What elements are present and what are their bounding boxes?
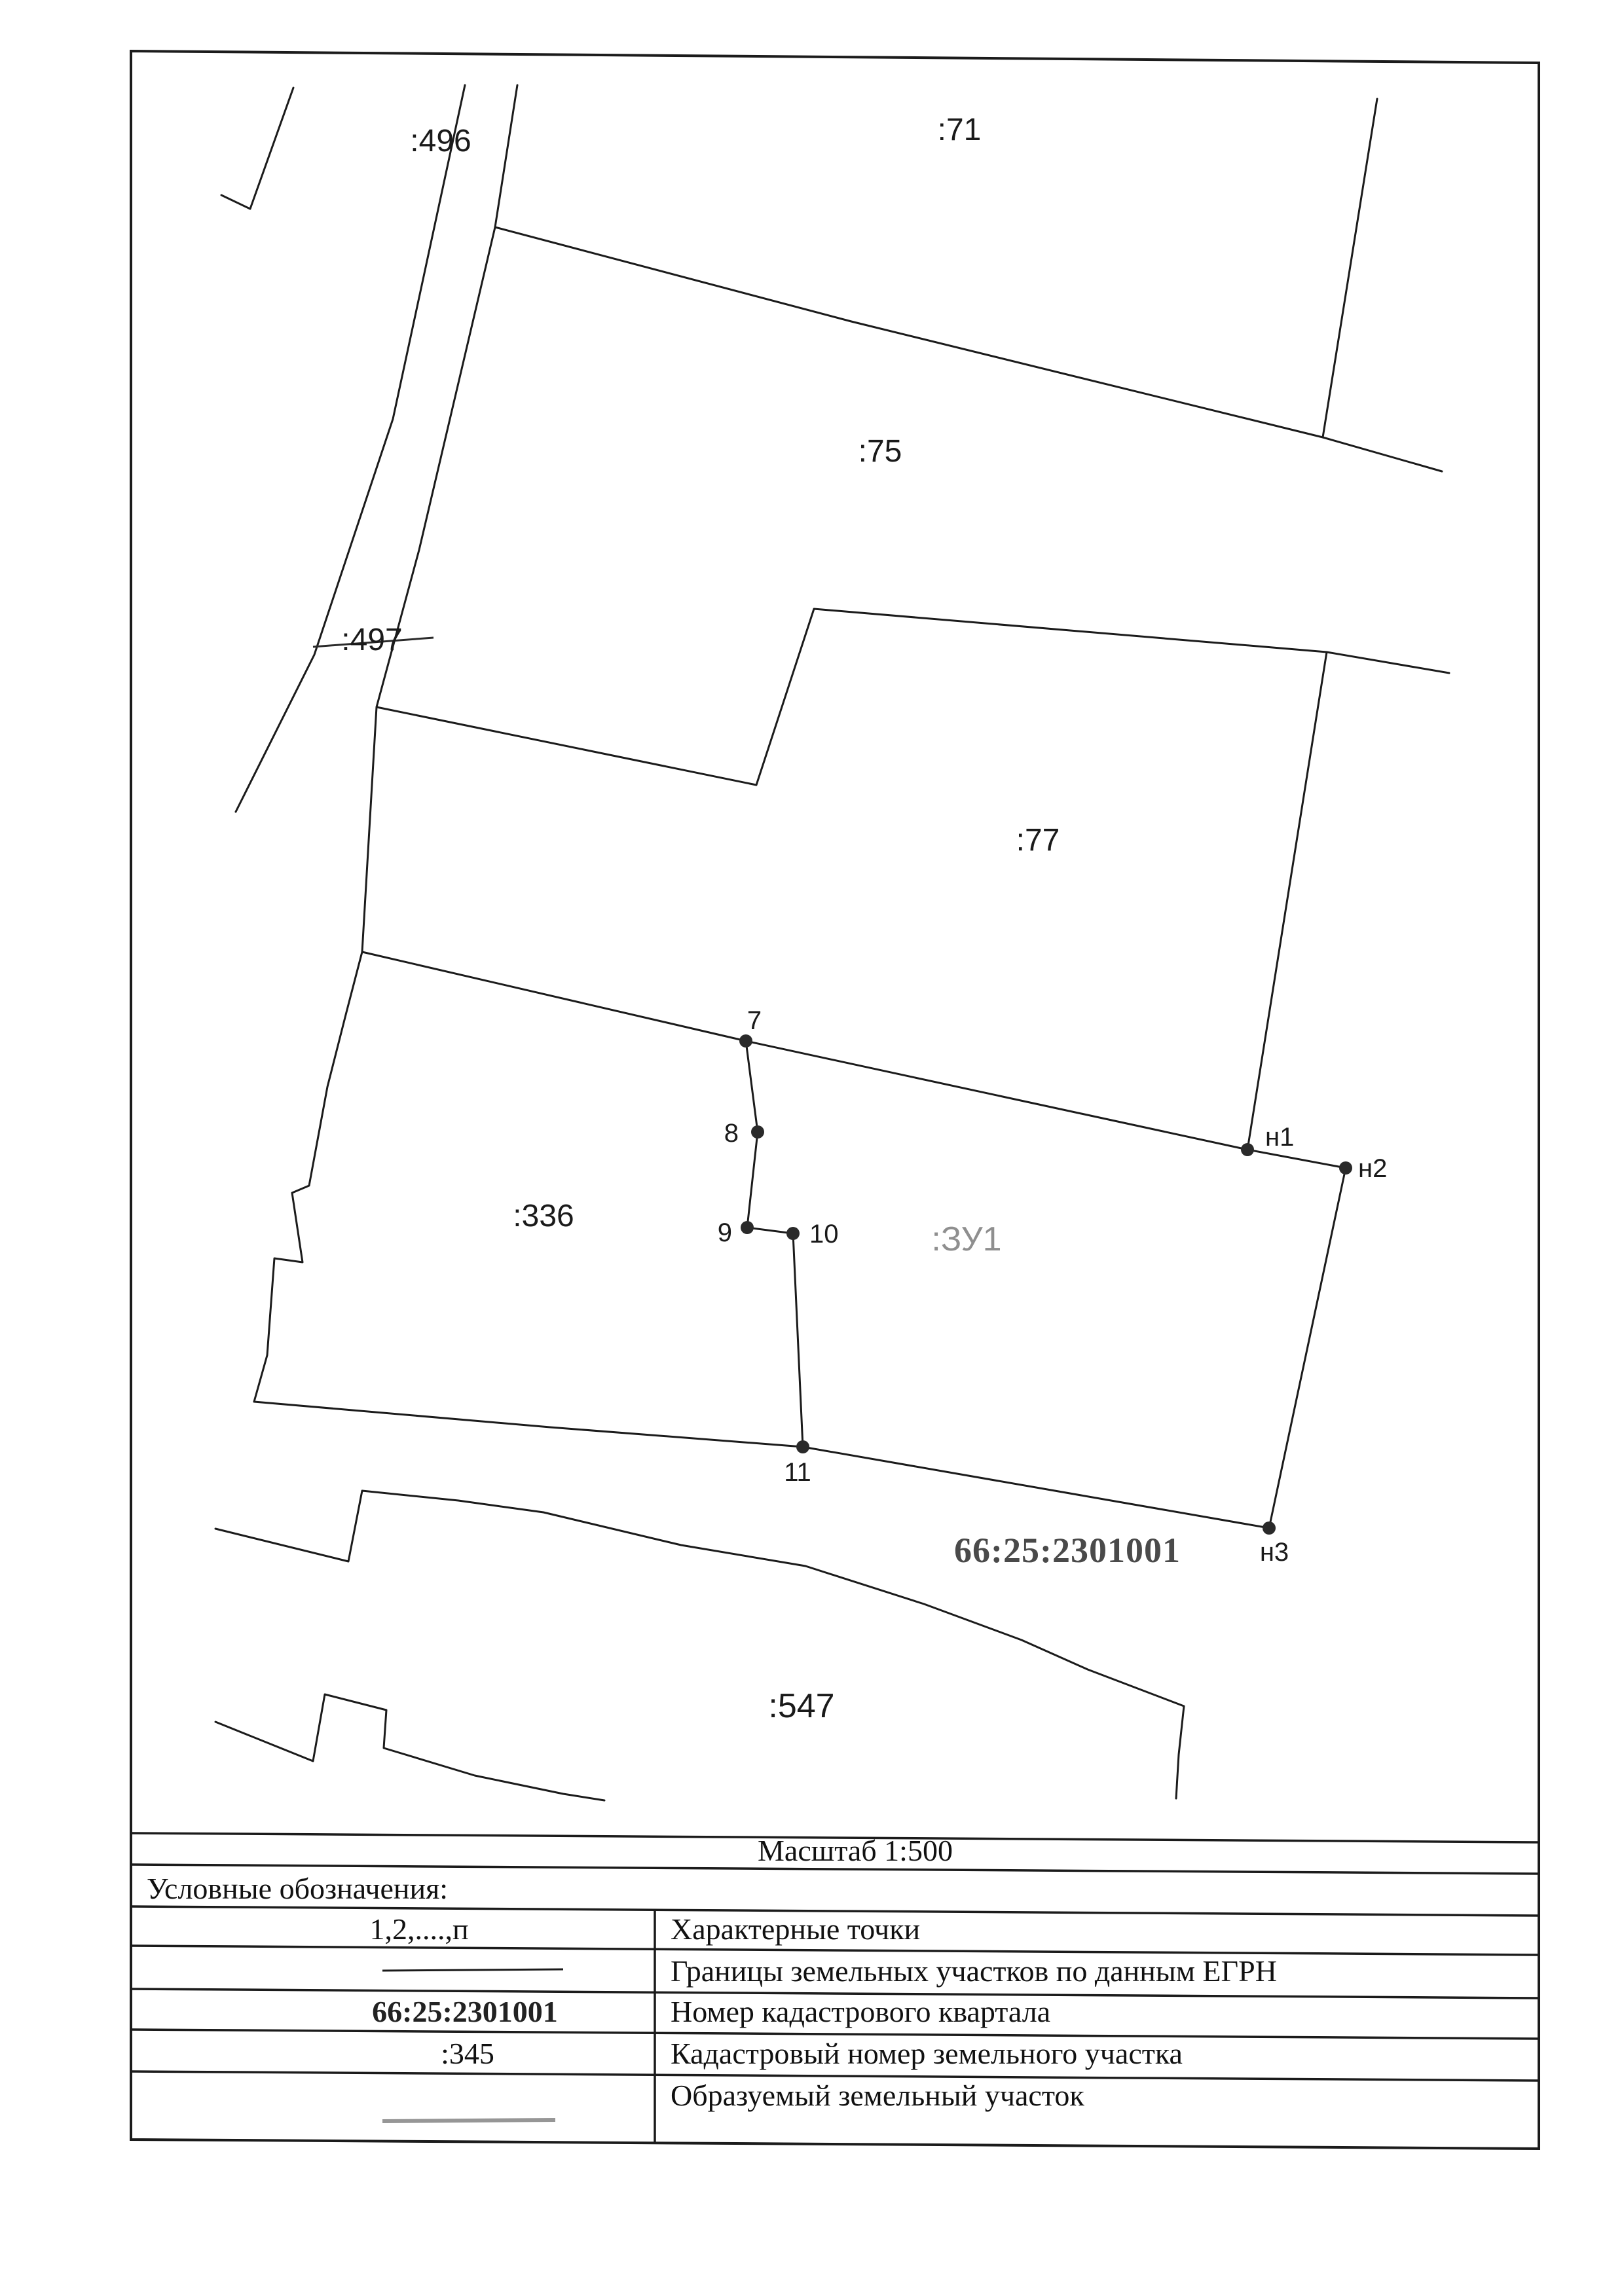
legend-row4-description: Кадастровый номер земельного участка [671, 2037, 1183, 2070]
parcel-label-547: :547 [768, 1687, 835, 1725]
parcel-label-77: :77 [1016, 823, 1060, 858]
point-label-9: 9 [717, 1218, 732, 1247]
boundary-zu1 [746, 1041, 1346, 1528]
point-dot-11 [796, 1440, 809, 1453]
parcel-label-zu1: :ЗУ1 [931, 1220, 1002, 1258]
table-line-3 [131, 1946, 1539, 1955]
scale-label: Масштаб 1:500 [758, 1834, 953, 1867]
legend-row2-egrn-line-symbol [382, 1969, 563, 1971]
point-label-h2: н2 [1358, 1154, 1388, 1183]
parcel-label-336: :336 [513, 1199, 574, 1233]
road-strip-right-boundary [362, 85, 517, 952]
boundary-fragment-topleft [221, 88, 293, 209]
parcel-label-71: :71 [937, 113, 982, 147]
point-label-h3: н3 [1259, 1538, 1289, 1567]
legend-row5-new-parcel-line-symbol [382, 2120, 555, 2121]
point-label-8: 8 [724, 1119, 739, 1148]
boundary-71-75 [495, 227, 1442, 471]
legend-title: Условные обозначения: [147, 1872, 449, 1905]
parcel-label-497: :497 [341, 623, 403, 657]
road-strip-left-boundary [236, 85, 465, 812]
legend-row1-description: Характерные точки [671, 1912, 921, 1946]
boundary-336-77 [362, 952, 1247, 1150]
legend-row4-symbol: :345 [441, 2037, 494, 2070]
point-dot-7 [739, 1034, 752, 1048]
point-label-7: 7 [747, 1006, 762, 1035]
point-dot-9 [741, 1221, 754, 1234]
legend-row3-description: Номер кадастрового квартала [671, 1995, 1051, 2028]
point-label-10: 10 [809, 1220, 839, 1248]
boundary-547-lower-notch [215, 1694, 604, 1800]
point-dot-h1 [1241, 1143, 1254, 1156]
point-dot-10 [786, 1227, 800, 1240]
point-label-h1: н1 [1265, 1123, 1295, 1152]
parcel-label-75: :75 [858, 434, 902, 469]
legend-row2-description: Границы земельных участков по данным ЕГРН [671, 1954, 1277, 1988]
legend-row3-symbol: 66:25:2301001 [372, 1995, 558, 2028]
boundary-336-bottom [254, 1402, 803, 1447]
point-label-11: 11 [784, 1458, 811, 1487]
boundary-right-upper [1323, 99, 1377, 437]
parcel-label-496: :496 [410, 124, 471, 158]
boundary-336-left [254, 952, 362, 1402]
point-dot-h2 [1339, 1161, 1352, 1175]
point-dot-8 [751, 1125, 764, 1139]
legend-row1-symbol: 1,2,....,п [369, 1912, 469, 1946]
boundary-75-77-zigzag [377, 609, 1449, 785]
point-dot-h3 [1263, 1522, 1276, 1535]
quarter-number-map-label: 66:25:2301001 [954, 1531, 1181, 1570]
legend-row5-description: Образуемый земельный участок [671, 2079, 1084, 2112]
boundary-77-right [1247, 652, 1327, 1150]
